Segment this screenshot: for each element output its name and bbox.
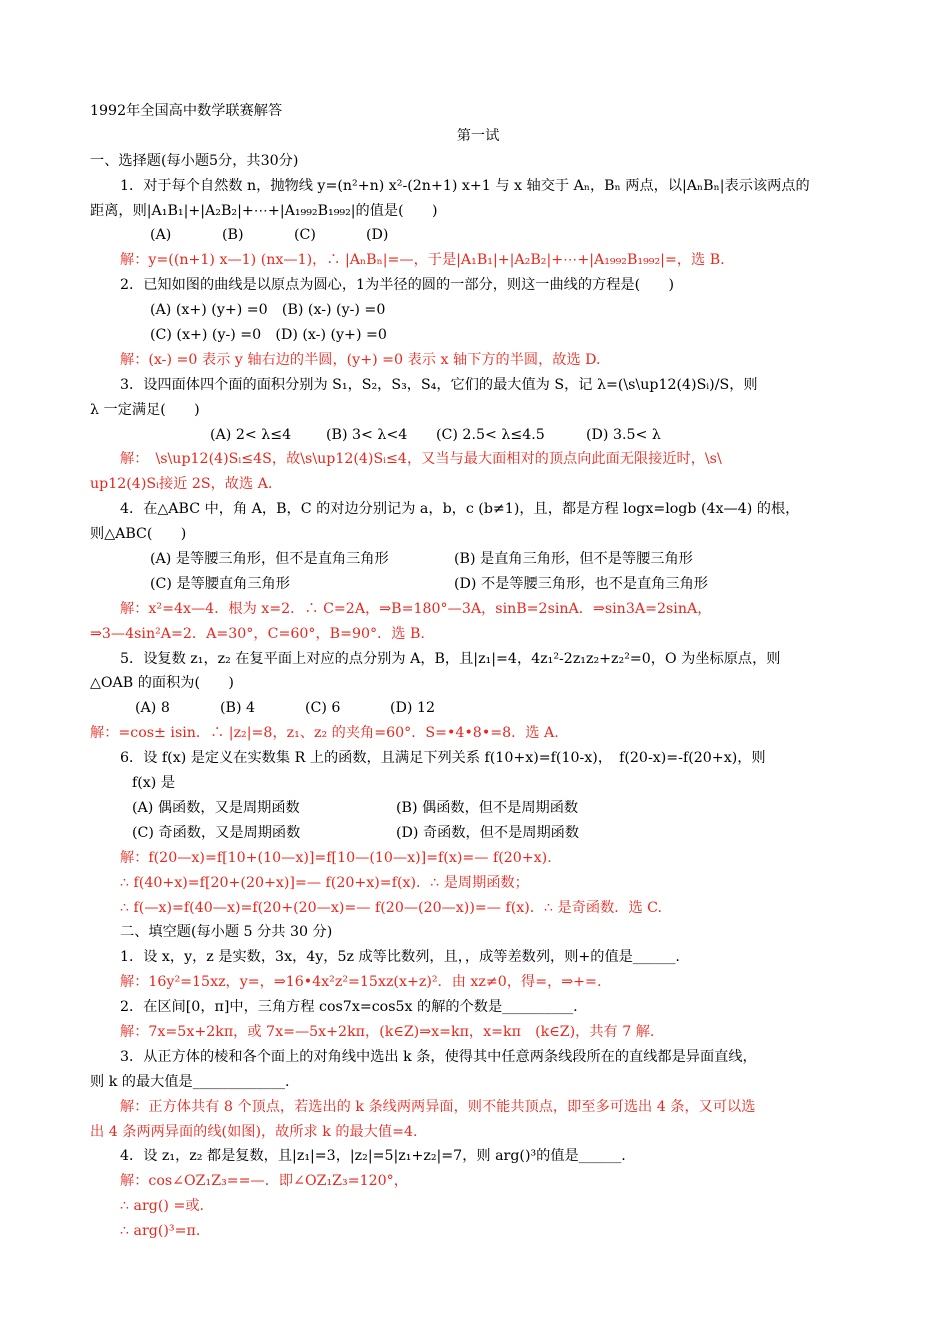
option-row <box>90 547 866 572</box>
question-text: 3．设四面体四个面的面积分别为 S₁，S₂，S₃，S₄，它们的最大值为 S，记 λ=(\s\up12(4)Sᵢ)/S，则 <box>120 376 758 393</box>
document-page <box>90 99 866 1244</box>
option-c: (C) 2.5< λ≤4.5 <box>436 426 545 443</box>
part-header-fill: 二、填空题(每小题 5 分共 30 分) <box>120 924 333 941</box>
answer-text: 解：16y²=15xz，y=，⇒16•4x²z²=15xz(x+z)²．由 xz≠0，得=，⇒+=. <box>120 974 602 991</box>
option-row <box>90 572 866 597</box>
option-d: (D) <box>366 227 389 244</box>
answer-text: ⇒3—4sin²A=2．A=30°，C=60°，B=90°．选 B. <box>90 625 425 642</box>
option-b: (B) <box>222 227 244 244</box>
option-d: (D) 奇函数，但不是周期函数 <box>396 824 580 841</box>
question-text: 4．在△ABC 中，角 A，B，C 的对边分别记为 a，b，c (b≠1)，且，都是方程 logx=logb (4x—4) 的根， <box>120 501 800 518</box>
option-d: (D) 12 <box>390 700 436 717</box>
option-c: (C) <box>294 227 316 244</box>
answer-text: 解：f(20—x)=f[10+(10—x)]=f[10—(10—x)]=f(x)=— f(20+x). <box>120 849 552 866</box>
answer-text: 解：y=((n+1) x—1) (nx—1)，∴ |AₙBₙ|=—，于是|A₁B₁|+|A₂B₂|+⋯+|A₁₉₉₂B₁₉₉₂|=，选 B. <box>120 252 725 269</box>
option-d: (D) 不是等腰三角形，也不是直角三角形 <box>454 575 708 592</box>
option-c: (C) 奇函数，又是周期函数 <box>132 824 301 841</box>
question-text: 3．从正方体的棱和各个面上的对角线中选出 k 条，使得其中任意两条线段所在的直线都是异面直线， <box>120 1048 757 1065</box>
answer-text: ∴ f(—x)=f(40—x)=f(20+(20—x)=— f(20—(20—x))=— f(x)．∴ 是奇函数．选 C. <box>120 899 663 916</box>
answer-text: up12(4)Sᵢ接近 2S，故选 A. <box>90 476 273 493</box>
question-text: 则 k 的最大值是_____________. <box>90 1073 290 1090</box>
option-d: (D) 3.5< λ <box>586 426 661 443</box>
question-text: f(x) 是 <box>132 775 176 792</box>
option-row <box>90 223 866 248</box>
option-row <box>90 696 866 721</box>
answer-text: ∴ f(40+x)=f[20+(20+x)]=— f(20+x)=f(x)．∴ 是周期函数； <box>120 874 529 891</box>
option-a: (A) (x+) (y+) =0 <box>150 302 268 319</box>
question-text: λ 一定满足( ) <box>90 401 200 418</box>
answer-text: 解：7x=5x+2kπ，或 7x=—5x+2kπ，(k∈Z)⇒x=kπ，x=kπ (k∈Z)，共有 7 解. <box>120 1023 655 1040</box>
option-b: (B) 偶函数，但不是周期函数 <box>396 799 579 816</box>
option-c: (C) 是等腰直角三角形 <box>150 575 290 592</box>
answer-text: 解：正方体共有 8 个顶点，若选出的 k 条线两两异面，则不能共顶点，即至多可选出 4 条，又可以选 <box>120 1098 756 1115</box>
option-c: (C) 6 <box>305 700 341 717</box>
answer-text: 解：=cos± isin．∴ |z₂|=8，z₁、z₂ 的夹角=60°．S=•4•8•=8．选 A. <box>90 725 559 742</box>
part-header-choice: 一、选择题(每小题5分，共30分) <box>90 152 299 169</box>
option-row <box>90 298 866 323</box>
option-row <box>90 323 866 348</box>
question-text: 1．对于每个自然数 n，抛物线 y=(n²+n) x²-(2n+1) x+1 与 x 轴交于 Aₙ，Bₙ 两点，以|AₙBₙ|表示该两点的 <box>120 177 810 194</box>
answer-text: ∴ arg()³=π. <box>120 1223 201 1240</box>
question-text: 2．在区间[0，π]中，三角方程 cos7x=cos5x 的解的个数是__________. <box>120 999 578 1016</box>
question-text: 则△ABC( ) <box>90 526 187 543</box>
option-row <box>90 821 866 846</box>
option-b: (B) (x-) (y-) =0 <box>281 302 386 319</box>
option-a: (A) 2< λ≤4 <box>210 426 292 443</box>
question-text: 5．设复数 z₁，z₂ 在复平面上对应的点分别为 A，B，且|z₁|=4，4z₁²-2z₁z₂+z₂²=0，O 为坐标原点，则 <box>120 650 781 667</box>
option-a: (A) 偶函数，又是周期函数 <box>132 799 300 816</box>
option-b: (B) 4 <box>220 700 256 717</box>
option-b: (B) 是直角三角形，但不是等腰三角形 <box>454 551 693 568</box>
option-a: (A) 8 <box>135 700 170 717</box>
option-a: (A) <box>150 227 172 244</box>
question-text: 2．已知如图的曲线是以原点为圆心，1为半径的圆的一部分，则这一曲线的方程是( ) <box>120 277 675 294</box>
option-d: (D) (x-) (y+) =0 <box>275 327 387 344</box>
answer-text: 出 4 条两两异面的线(如图)，故所求 k 的最大值=4. <box>90 1123 418 1140</box>
answer-text: 解：(x-) =0 表示 y 轴右边的半圆，(y+) =0 表示 x 轴下方的半圆，故选 D. <box>120 351 601 368</box>
answer-text: 解： \s\up12(4)Sᵢ≤4S，故\s\up12(4)Sᵢ≤4，又当与最大面相对的顶点向此面无限接近时，\s\ <box>120 451 722 468</box>
option-a: (A) 是等腰三角形，但不是直角三角形 <box>150 551 389 568</box>
question-text: 4．设 z₁，z₂ 都是复数，且|z₁|=3，|z₂|=5|z₁+z₂|=7，则 arg()³的值是______. <box>120 1148 626 1165</box>
option-row <box>90 796 866 821</box>
question-text: 6．设 f(x) 是定义在实数集 R 上的函数，且满足下列关系 f(10+x)=f(10-x)， f(20-x)=-f(20+x)，则 <box>120 750 766 767</box>
answer-text: ∴ arg() =或. <box>120 1198 205 1215</box>
document-title: 1992年全国高中数学联赛解答 <box>90 103 283 119</box>
answer-text: 解：x²=4x—4．根为 x=2．∴ C=2A，⇒B=180°—3A，sinB=2sinA．⇒sin3A=2sinA， <box>120 600 712 617</box>
answer-text: 解：cos∠OZ₁Z₃==—．即∠OZ₁Z₃=120°， <box>120 1173 408 1190</box>
question-text: 距离，则|A₁B₁|+|A₂B₂|+⋯+|A₁₉₉₂B₁₉₉₂|的值是( ) <box>90 202 438 219</box>
question-text: 1．设 x，y，z 是实数，3x，4y，5z 成等比数列，且，，成等差数列，则+的值是______. <box>120 949 680 966</box>
option-c: (C) (x+) (y-) =0 <box>150 327 262 344</box>
question-text: △OAB 的面积为( ) <box>90 675 234 692</box>
section-title: 第一试 <box>456 127 500 144</box>
option-row <box>90 423 866 448</box>
option-b: (B) 3< λ<4 <box>326 426 408 443</box>
